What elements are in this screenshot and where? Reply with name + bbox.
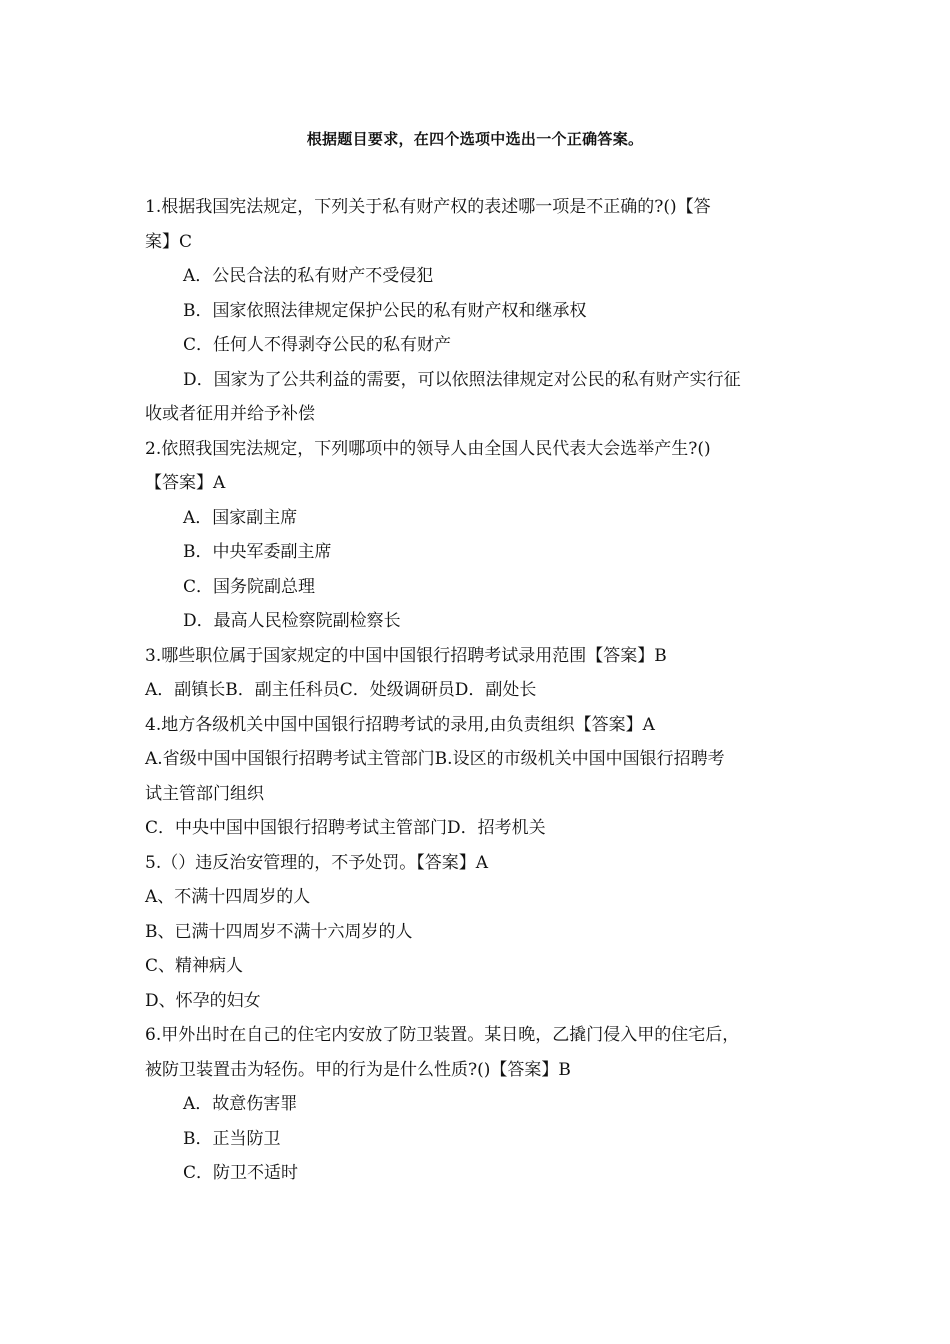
question-stem-line: 3.哪些职位属于国家规定的中国中国银行招聘考试录用范围【答案】B: [145, 645, 667, 666]
option-line: A．故意伤害罪: [183, 1094, 298, 1114]
question-3: [145, 639, 815, 708]
question-stem-line: 被防卫装置击为轻伤。甲的行为是什么性质?()【答案】B: [145, 1059, 571, 1080]
question-stem-line: A．副镇长B．副主任科员C．处级调研员D．副处长: [145, 680, 537, 700]
question-stem-line: 5.（）违反治安管理的，不予处罚。【答案】A: [145, 852, 488, 873]
question-stem-line: A、不满十四周岁的人: [145, 887, 311, 907]
question-6: [145, 1018, 815, 1191]
question-stem-line: B、已满十四周岁不满十六周岁的人: [145, 921, 413, 942]
option-line: C．国务院副总理: [183, 576, 316, 597]
question-stem-line: C、精神病人: [145, 956, 244, 976]
question-stem-line: 案】C: [145, 231, 193, 252]
question-1: [145, 190, 815, 432]
question-stem-line: 2.依照我国宪法规定，下列哪项中的领导人由全国人民代表大会选举产生?(): [145, 438, 711, 459]
option-line: C．防卫不适时: [183, 1163, 299, 1183]
option-line: A．公民合法的私有财产不受侵犯: [183, 266, 434, 286]
question-stem-line: 4.地方各级机关中国中国银行招聘考试的录用,由负责组织【答案】A: [145, 714, 655, 735]
question-list: [145, 190, 815, 1191]
option-line: B．正当防卫: [183, 1128, 281, 1149]
option-line: D．最高人民检察院副检察长: [183, 611, 401, 631]
question-stem-line: 【答案】A: [145, 473, 226, 493]
question-2: [145, 432, 815, 639]
option-line: 收或者征用并给予补偿: [145, 404, 315, 424]
instruction-heading: 根据题目要求，在四个选项中选出一个正确答案。: [306, 130, 644, 148]
question-stem-line: 6.甲外出时在自己的住宅内安放了防卫装置。某日晚，乙撬门侵入甲的住宅后，: [145, 1025, 740, 1045]
question-stem-line: 试主管部门组织: [145, 783, 264, 804]
question-stem-line: D、怀孕的妇女: [145, 990, 261, 1011]
question-stem-line: C．中央中国中国银行招聘考试主管部门D．招考机关: [145, 818, 546, 838]
option-line: B．中央军委副主席: [183, 542, 332, 562]
option-line: A．国家副主席: [183, 507, 298, 528]
question-5: [145, 846, 815, 1019]
option-line: C．任何人不得剥夺公民的私有财产: [183, 335, 452, 355]
question-stem-line: 1.根据我国宪法规定，下列关于私有财产权的表述哪一项是不正确的?()【答: [145, 197, 711, 217]
option-line: D．国家为了公共利益的需要，可以依照法律规定对公民的私有财产实行征: [183, 369, 741, 390]
question-stem-line: A.省级中国中国银行招聘考试主管部门B.设区的市级机关中国中国银行招聘考: [145, 749, 725, 769]
question-4: [145, 708, 815, 846]
option-line: B．国家依照法律规定保护公民的私有财产权和继承权: [183, 300, 587, 321]
